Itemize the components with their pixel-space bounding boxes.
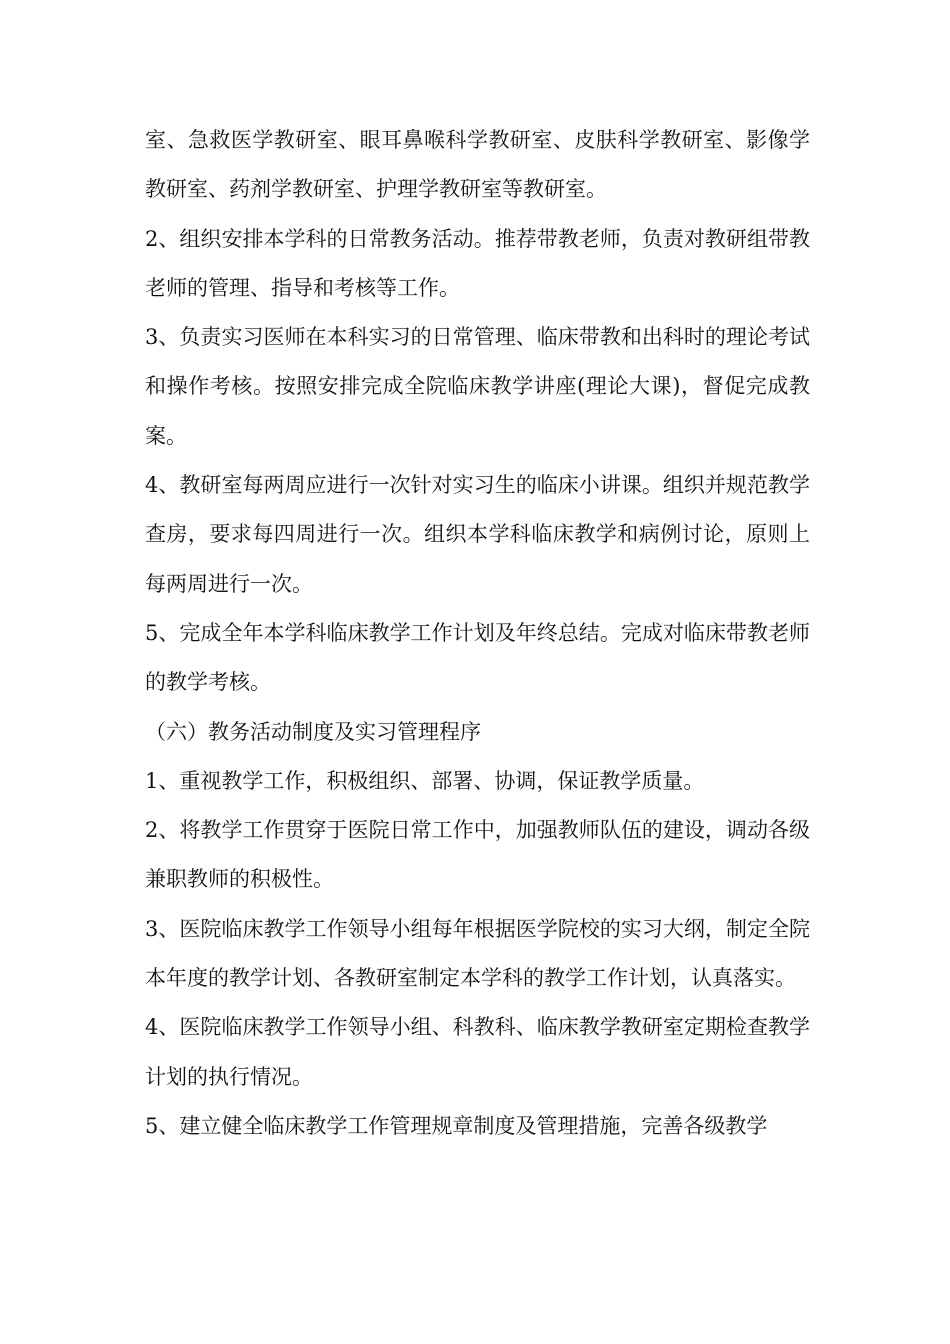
- paragraph-continued: 室、急救医学教研室、眼耳鼻喉科学教研室、皮肤科学教研室、影像学教研室、药剂学教研室、护理学教研室等教研室。: [145, 128, 810, 202]
- document-body: [145, 116, 810, 1151]
- section-paragraph-1: 1、重视教学工作，积极组织、部署、协调，保证教学质量。: [145, 768, 705, 793]
- section-paragraph-4: 4、医院临床教学工作领导小组、科教科、临床教学教研室定期检查教学计划的执行情况。: [145, 1015, 810, 1089]
- section-paragraph-5: 5、建立健全临床教学工作管理规章制度及管理措施，完善各级教学: [145, 1113, 768, 1138]
- paragraph-item-3: 3、负责实习医师在本科实习的日常管理、临床带教和出科时的理论考试和操作考核。按照安排完成全院临床教学讲座(理论大课)，督促完成教案。: [145, 325, 810, 448]
- paragraph-item-5: 5、完成全年本学科临床教学工作计划及年终总结。完成对临床带教老师的教学考核。: [145, 620, 810, 695]
- paragraph-item-4: 4、教研室每两周应进行一次针对实习生的临床小讲课。组织并规范教学查房，要求每四周进行一次。组织本学科临床教学和病例讨论，原则上每两周进行一次。: [145, 473, 810, 596]
- section-paragraph-3: 3、医院临床教学工作领导小组每年根据医学院校的实习大纲，制定全院本年度的教学计划、各教研室制定本学科的教学工作计划，认真落实。: [145, 916, 810, 991]
- section-heading: （六）教务活动制度及实习管理程序: [145, 719, 481, 744]
- paragraph-item-2: 2、组织安排本学科的日常教务活动。推荐带教老师，负责对教研组带教老师的管理、指导和考核等工作。: [145, 226, 810, 300]
- section-paragraph-2: 2、将教学工作贯穿于医院日常工作中，加强教师队伍的建设，调动各级兼职教师的积极性。: [145, 818, 810, 892]
